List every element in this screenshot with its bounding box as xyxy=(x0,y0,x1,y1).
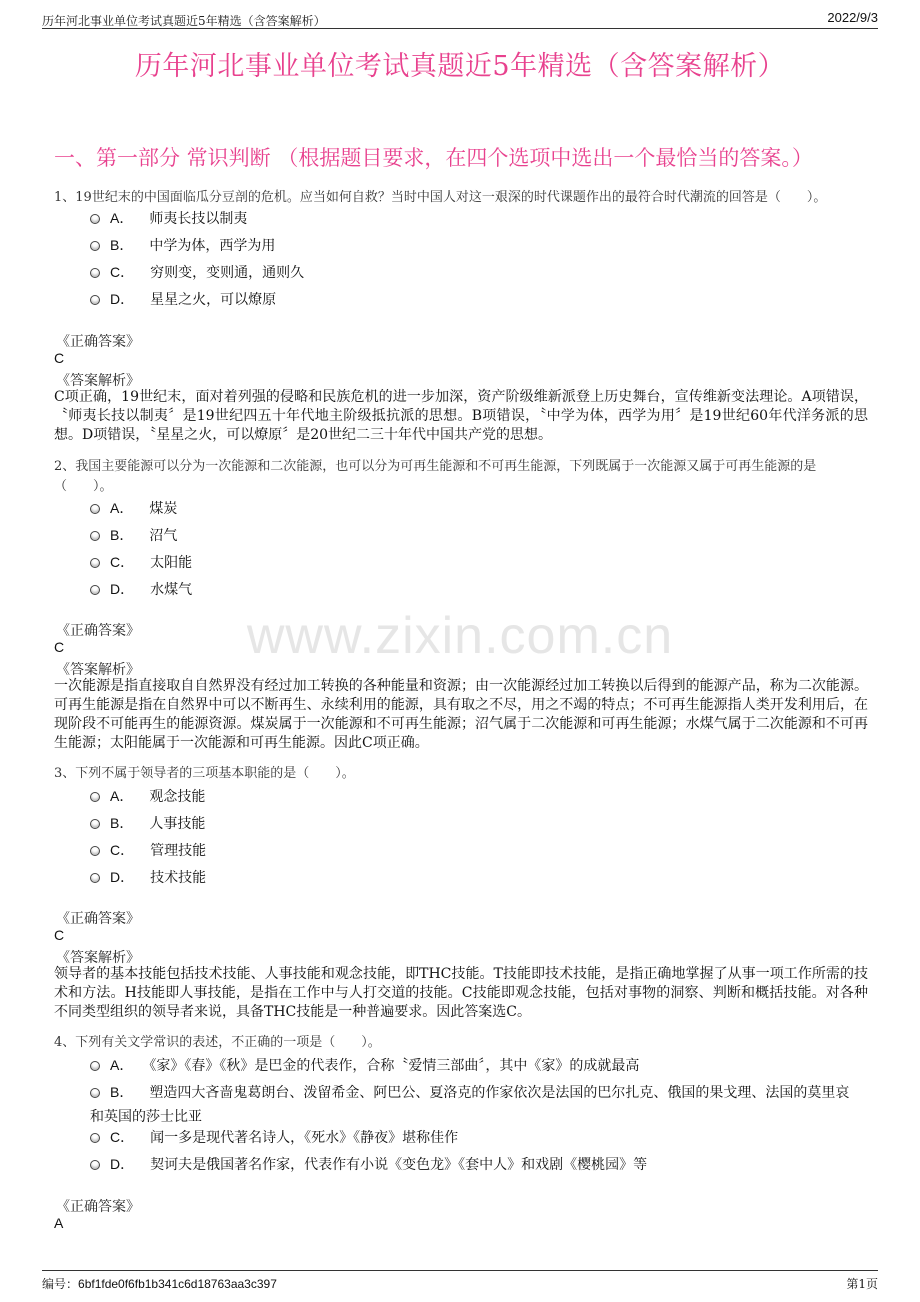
radio-icon[interactable] xyxy=(90,504,100,514)
answer-label: 《正确答案》 xyxy=(56,911,140,927)
radio-icon[interactable] xyxy=(90,873,100,883)
question-2-option-a[interactable]: A． 煤炭 xyxy=(90,496,860,521)
page-header xyxy=(42,8,878,29)
answer-label: 《正确答案》 xyxy=(56,1199,140,1215)
document-code-value: 6bf1fde0f6fb1b341c6d18763aa3c397 xyxy=(78,1277,277,1291)
question-4-option-c[interactable]: C． 闻一多是现代著名诗人，《死水》《静夜》堪称佳作 xyxy=(90,1125,860,1150)
question-3-option-b[interactable]: B． 人事技能 xyxy=(90,811,860,836)
page-number: 第1页 xyxy=(846,1277,878,1291)
question-4-text: 4、下列有关文学常识的表述，不正确的一项是（ ）。 xyxy=(54,1035,381,1050)
page-footer xyxy=(42,1270,878,1293)
question-3-option-a[interactable]: A． 观念技能 xyxy=(90,784,860,809)
question-3-option-d[interactable]: D． 技术技能 xyxy=(90,865,860,890)
explanation-label: 《答案解析》 xyxy=(56,373,140,389)
question-1-explanation: C项正确，19世纪末，面对着列强的侵略和民族危机的进一步加深，资产阶级维新派登上历史舞台，宣传维新变法理论。A项错误，〝师夷长技以制夷〞是19世纪四五十年代地主阶级抵抗派的思想。B项错误，〝中学为体，西学为用〞是19世纪60年代洋务派的思想。D项错误，〝星星之火，可以燎原〞是20世纪二三十年代中国共产党的思想。 xyxy=(54,389,868,443)
question-4-answer: A xyxy=(54,1215,64,1231)
question-4-option-a[interactable]: A． 《家》《春》《秋》是巴金的代表作，合称〝爱情三部曲〞，其中《家》的成就最高 xyxy=(90,1053,860,1078)
radio-icon[interactable] xyxy=(90,1133,100,1143)
radio-icon[interactable] xyxy=(90,1061,100,1071)
radio-icon[interactable] xyxy=(90,295,100,305)
question-2-explanation: 一次能源是指直接取自自然界没有经过加工转换的各种能量和资源；由一次能源经过加工转换以后得到的能源产品，称为二次能源。可再生能源是指在自然界中可以不断再生、永续利用的能源，具有取之不尽，用之不竭的特点；不可再生能源指人类开发利用后，在现阶段不可能再生的能源资源。煤炭属于一次能源和不可再生能源；沼气属于二次能源和可再生能源；水煤气属于二次能源和不可再生能源；太阳能属于一次能源和可再生能源。因此C项正确。 xyxy=(54,678,868,751)
question-3-explanation: 领导者的基本技能包括技术技能、人事技能和观念技能，即THC技能。T技能即技术技能，是指正确地掌握了从事一项工作所需的技术和方法。H技能即人事技能，是指在工作中与人打交道的技能。C技能即观念技能，包括对事物的洞察、判断和概括技能。对各种不同类型组织的领导者来说，具备THC技能是一种普遍要求。因此答案选C。 xyxy=(54,966,868,1020)
question-1-option-b[interactable]: B． 中学为体，西学为用 xyxy=(90,233,860,258)
radio-icon[interactable] xyxy=(90,558,100,568)
question-2-text: 2、我国主要能源可以分为一次能源和二次能源，也可以分为可再生能源和不可再生能源，下列既属于一次能源又属于可再生能源的是（ ）。 xyxy=(54,459,817,494)
document-title: 历年河北事业单位考试真题近5年精选（含答案解析） xyxy=(134,51,786,82)
radio-icon[interactable] xyxy=(90,214,100,224)
radio-icon[interactable] xyxy=(90,792,100,802)
radio-icon[interactable] xyxy=(90,531,100,541)
question-2-option-d[interactable]: D． 水煤气 xyxy=(90,577,860,602)
document-code xyxy=(42,1275,277,1292)
question-1-option-c[interactable]: C． 穷则变，变则通，通则久 xyxy=(90,260,860,285)
question-3-answer: C xyxy=(54,927,65,943)
question-1-option-a[interactable]: A． 师夷长技以制夷 xyxy=(90,206,860,231)
explanation-label: 《答案解析》 xyxy=(56,950,140,966)
question-2-answer: C xyxy=(54,639,65,655)
document-code-label: 编号： xyxy=(42,1277,79,1291)
question-2-option-b[interactable]: B． 沼气 xyxy=(90,523,860,548)
question-4-option-d[interactable]: D． 契诃夫是俄国著名作家，代表作有小说《变色龙》《套中人》和戏剧《樱桃园》等 xyxy=(90,1152,860,1177)
question-3-text: 3、下列不属于领导者的三项基本职能的是（ ）。 xyxy=(54,766,355,781)
question-4-option-b[interactable]: B． 塑造四大吝啬鬼葛朗台、泼留希金、阿巴公、夏洛克的作家依次是法国的巴尔扎克、俄国的果戈理、法国的莫里哀和英国的莎士比亚 xyxy=(90,1084,850,1125)
watermark: www.zixin.com.cn xyxy=(246,607,674,665)
radio-icon[interactable] xyxy=(90,585,100,595)
radio-icon[interactable] xyxy=(90,268,100,278)
header-date: 2022/9/3 xyxy=(827,10,878,25)
question-3-option-c[interactable]: C． 管理技能 xyxy=(90,838,860,863)
question-1-text: 1、19世纪末的中国面临瓜分豆剖的危机。应当如何自救？当时中国人对这一艰深的时代课题作出的最符合时代潮流的回答是（ ）。 xyxy=(54,190,827,205)
radio-icon[interactable] xyxy=(90,241,100,251)
explanation-label: 《答案解析》 xyxy=(56,662,140,678)
question-2-option-c[interactable]: C． 太阳能 xyxy=(90,550,860,575)
radio-icon[interactable] xyxy=(90,1160,100,1170)
radio-icon[interactable] xyxy=(90,846,100,856)
question-1-answer: C xyxy=(54,350,65,366)
radio-icon[interactable] xyxy=(90,819,100,829)
answer-label: 《正确答案》 xyxy=(56,334,140,350)
header-doc-title: 历年河北事业单位考试真题近5年精选（含答案解析） xyxy=(42,14,326,28)
section-heading: 一、第一部分 常识判断 （根据题目要求，在四个选项中选出一个最恰当的答案。） xyxy=(54,146,813,170)
radio-icon[interactable] xyxy=(90,1088,100,1098)
question-1-option-d[interactable]: D． 星星之火，可以燎原 xyxy=(90,287,860,312)
answer-label: 《正确答案》 xyxy=(56,623,140,639)
